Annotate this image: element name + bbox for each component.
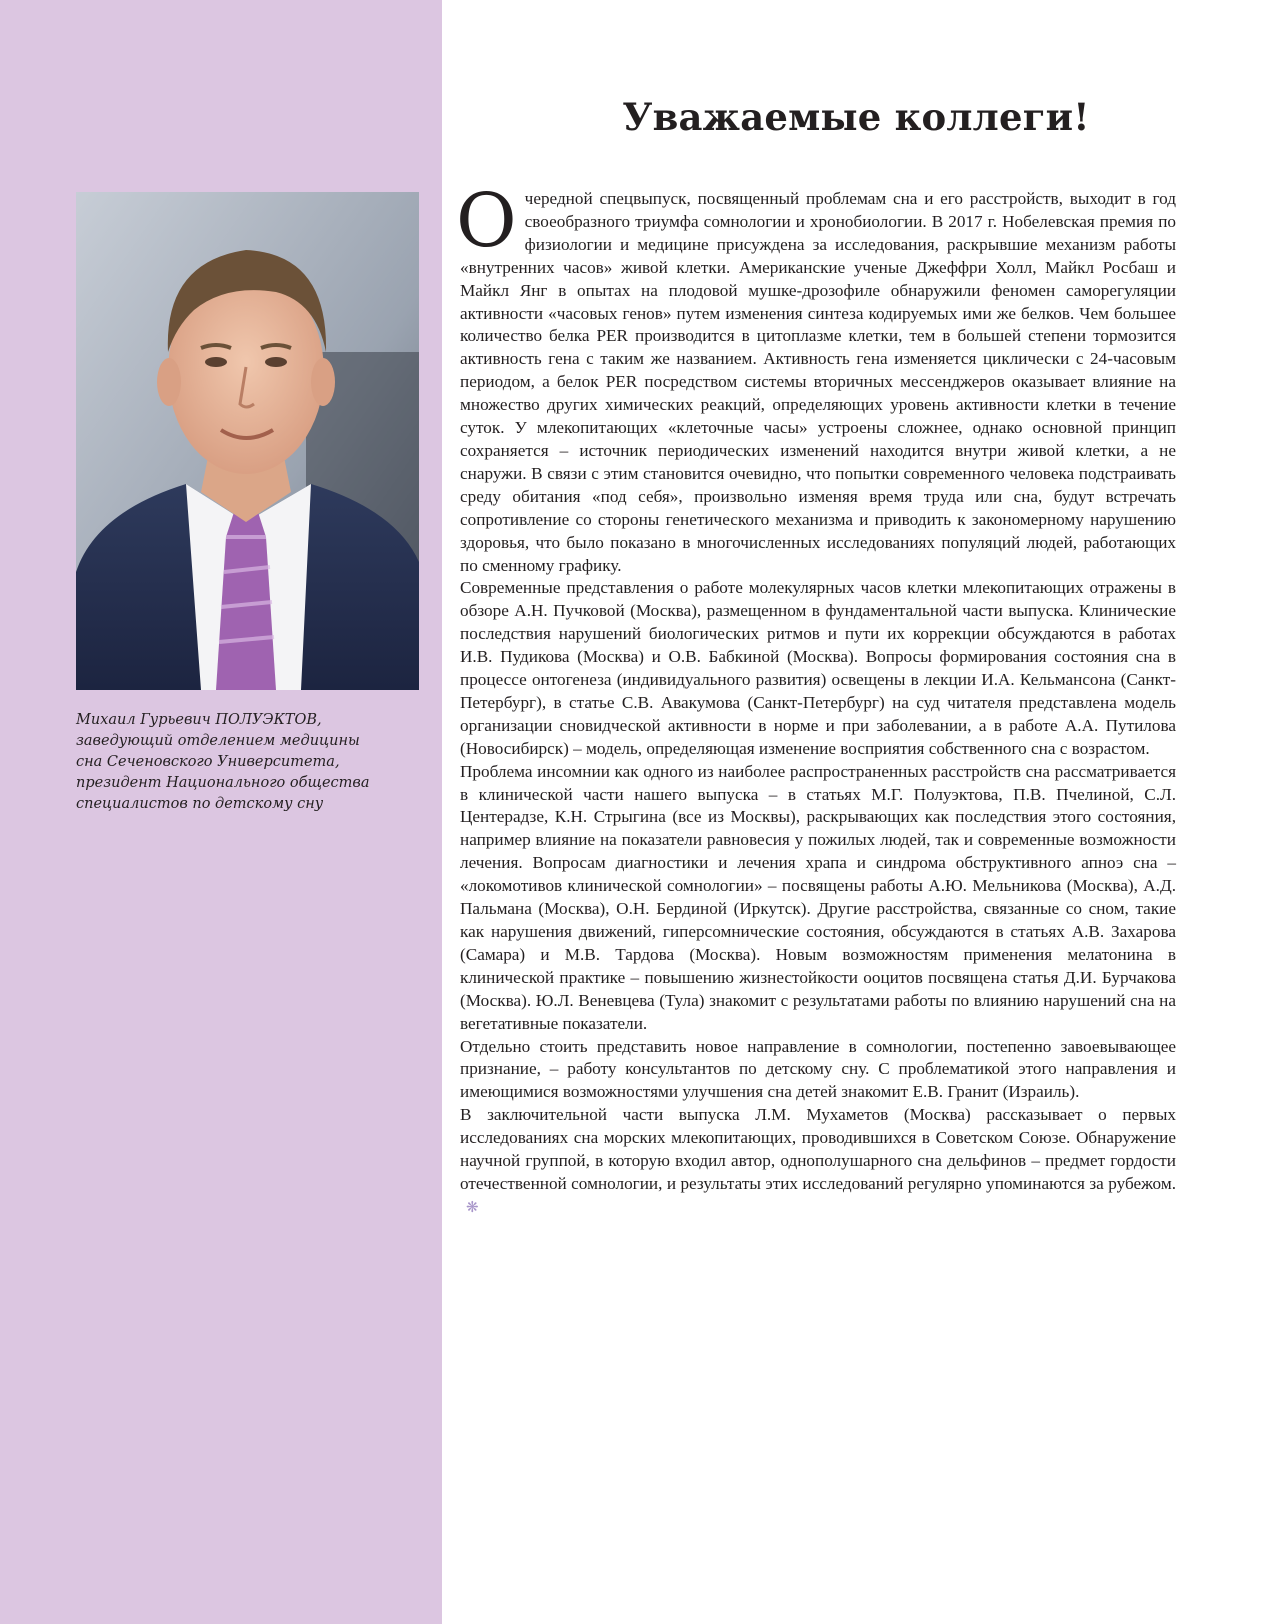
- portrait-photo-icon: [76, 192, 419, 690]
- photo-caption: [76, 710, 416, 815]
- page-title: Уважаемые коллеги!: [622, 95, 1090, 139]
- end-mark-icon: ❋: [466, 1199, 479, 1216]
- paragraph-text: чередной спецвыпуск, посвященный проблемам сна и его расстройств, выходит в год своеобразного триумфа сомнологии и хронобиологии. В 2017 г. Нобелевская премия по физиологии и медицине присуждена за исследования, раскрывшие механизм работы «внутренних часов» живой клетки. Американские ученые Джеффри Холл, Майкл Росбаш и Майкл Янг в опытах на плодовой мушке-дрозофиле обнаружили феномен саморегуляции активности «часовых генов» путем изменения синтеза кодируемых ими же белков. Чем большее количество белка PER производится в цитоплазме клетки, тем в большей степени тормозится активность гена с таким же названием. Активность гена изменяется циклически с 24-часовым периодом, а белок PER посредством системы вторичных мессенджеров оказывает влияние на множество других химических реакций, определяющих уровень активности клетки в течение суток. У млекопитающих «клеточные часы» устроены сложнее, однако основной принцип сохраняется – источник периодических изменений находится внутри живой клетки, а не снаружи. В связи с этим становится очевидно, что попытки современного человека подстраивать среду обитания «под себя», произвольно изменяя время труда или сна, будут встречать сопротивление со стороны генетического механизма и приводить к закономерному нарушению здоровья, что было показано в многочисленных исследованиях популяций людей, работающих по сменному графику.: [460, 189, 1176, 575]
- article-paragraph-2: Современные представления о работе молекулярных часов клетки млекопитающих отражены в обзоре А.Н. Пучковой (Москва), размещенном в фундаментальной части выпуска. Клинические последствия нарушений биологических ритмов и пути их коррекции обсуждаются в работах И.В. Пудикова (Москва) и О.В. Бабкиной (Москва). Вопросы формирования состояния сна в процессе онтогенеза (индивидуального развития) освещены в лекции И.А. Кельмансона (Санкт-Петербург), в статье С.В. Авакумова (Санкт-Петербург) на суд читателя представлена модель организации сновидческой активности в норме и при заболевании, а в работе А.А. Путилова (Новосибирск) – модель, определяющая изменение восприятия собственного сна с возрастом.: [460, 578, 1176, 758]
- caption-line-society: специалистов по детскому сну: [76, 796, 324, 812]
- article-paragraph-5: [460, 1104, 1176, 1220]
- article-paragraph-3: Проблема инсомнии как одного из наиболее распространенных расстройств сна рассматривается в клинической части нашего выпуска – в статьях М.Г. Полуэктова, П.В. Пчелиной, С.Л. Центерадзе, К.Н. Стрыгина (все из Москвы), раскрывающих как последствия этого состояния, например влияние на показатели равновесия у пожилых людей, так и современные возможности лечения. Вопросам диагностики и лечения храпа и синдрома обструктивного апноэ сна – «локомотивов клинической сомнологии» – посвящены работы А.Ю. Мельникова (Москва), А.Д. Пальмана (Москва), О.Н. Бердиной (Иркутск). Другие расстройства, связанные со сном, такие как нарушения движений, гиперсомнические состояния, обсуждаются в статьях А.В. Захарова (Самара) и М.В. Тардова (Москва). Новым возможностям применения мелатонина в клинической практике – повышению жизнестойкости ооцитов посвящена статья Д.И. Бурчакова (Москва). Ю.Л. Веневцева (Тула) знакомит с результатами работы по влиянию нарушений сна на вегетативные показатели.: [460, 761, 1176, 1033]
- portrait-photo: [76, 192, 419, 690]
- caption-line-name: Михаил Гурьевич ПОЛУЭКТОВ,: [76, 712, 322, 728]
- caption-line-position: заведующий отделением медицины: [76, 733, 360, 749]
- paragraph-text: В заключительной части выпуска Л.М. Мухаметов (Москва) рассказывает о первых исследованиях сна морских млекопитающих, проводившихся в Советском Союзе. Обнаружение научной группой, в которую входил автор, однополушарного сна дельфинов – предмет гордости отечественной сомнологии, и результаты этих исследований регулярно упоминаются за рубежом.: [460, 1105, 1176, 1193]
- article-paragraph-4: Отдельно стоить представить новое направление в сомнологии, постепенно завоевывающее признание, – работу консультантов по детскому сну. С проблематикой этого направления и имеющимися возможностями улучшения сна детей знакомит Е.В. Гранит (Израиль).: [460, 1036, 1176, 1102]
- article-body: [456, 178, 1176, 1220]
- caption-line-president: президент Национального общества: [76, 775, 370, 791]
- drop-cap: О: [456, 178, 517, 264]
- caption-line-university: сна Сеченовского Университета,: [76, 754, 340, 770]
- article-paragraph-1: [456, 178, 1176, 577]
